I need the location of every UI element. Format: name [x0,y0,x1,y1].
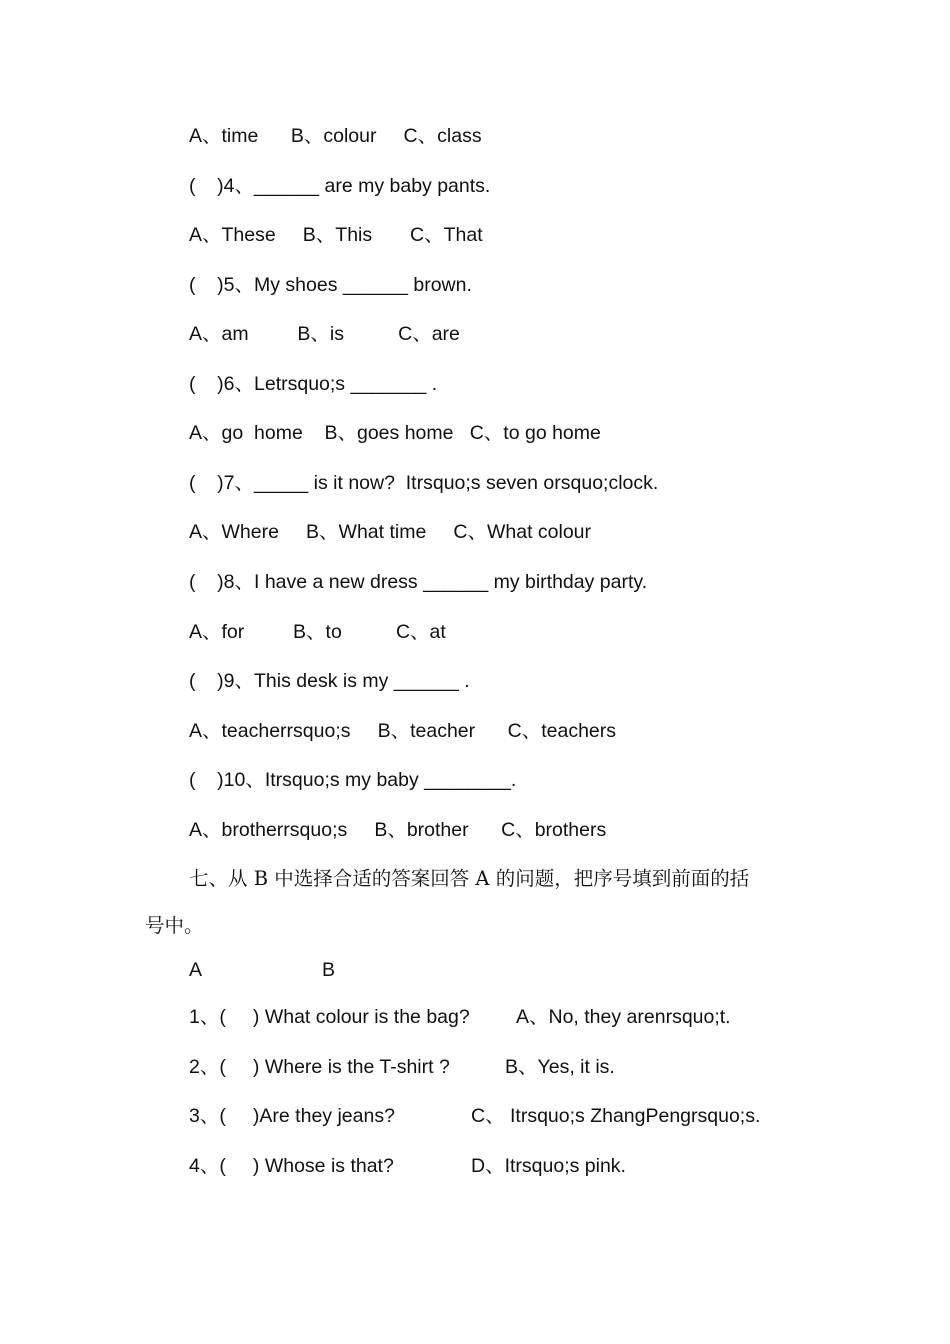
q9-options: A、teacherrsquo;s B、teacher C、teachers [189,720,617,742]
q8-stem: ( )8、I have a new dress ______ my birthday party. [189,571,648,593]
q7-stem: ( )7、_____ is it now? Itrsquo;s seven orsquo;clock. [189,472,659,494]
q9-stem: ( )9、This desk is my ______ . [189,670,470,692]
match-question-4: 4、( ) Whose is that? [189,1155,394,1177]
match-question-1: 1、( ) What colour is the bag? [189,1006,470,1028]
match-answer-d: D、Itrsquo;s pink. [471,1155,626,1177]
match-question-2: 2、( ) Where is the T-shirt ? [189,1056,450,1078]
q3-options: A、time B、colour C、class [189,125,482,147]
match-answer-c: C、 Itrsquo;s ZhangPengrsquo;s. [471,1105,761,1127]
q4-options: A、These B、This C、That [189,224,483,246]
q10-stem: ( )10、Itrsquo;s my baby ________. [189,769,517,791]
q4-stem: ( )4、______ are my baby pants. [189,175,491,197]
q5-options: A、am B、is C、are [189,323,460,345]
q8-options: A、for B、to C、at [189,621,446,643]
match-question-3: 3、( )Are they jeans? [189,1105,395,1127]
section7-heading-continued: 号中。 [145,914,204,937]
q10-options: A、brotherrsquo;s B、brother C、brothers [189,819,607,841]
match-answer-b: B、Yes, it is. [505,1056,615,1078]
match-answer-a: A、No, they arenrsquo;t. [516,1006,731,1028]
q6-stem: ( )6、Letrsquo;s _______ . [189,373,438,395]
column-b-label: B [322,959,336,981]
q7-options: A、Where B、What time C、What colour [189,521,592,543]
q6-options: A、go home B、goes home C、to go home [189,422,601,444]
q5-stem: ( )5、My shoes ______ brown. [189,274,472,296]
section7-heading: 七、从 B 中选择合适的答案回答 A 的问题，把序号填到前面的括 [189,867,750,890]
column-a-label: A [189,959,203,981]
